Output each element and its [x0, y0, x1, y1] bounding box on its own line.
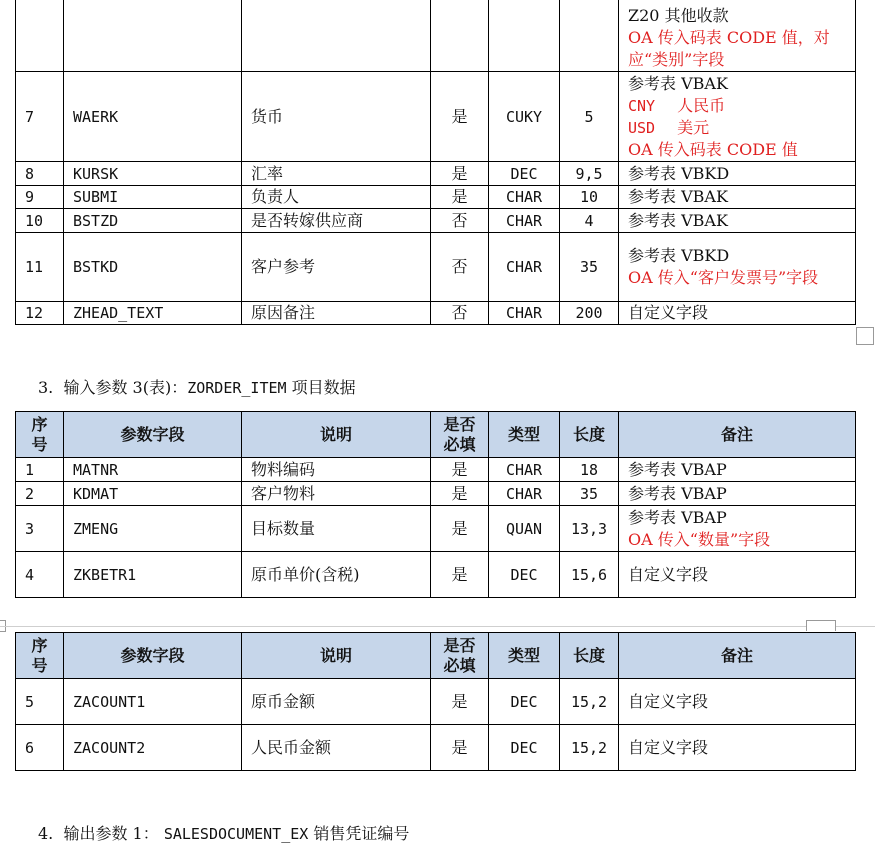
col-header-desc: 说明 [242, 633, 431, 679]
cell-desc: 原币单价(含税) [242, 552, 431, 598]
cell-no: 2 [16, 482, 64, 506]
cell-required: 是 [431, 458, 489, 482]
table-row [16, 482, 856, 506]
table-row [16, 72, 856, 162]
remark-text: 人民币 [677, 95, 726, 115]
remark-text: OA 传入码表 CODE 值 [628, 139, 798, 159]
cell-field: SUBMI [64, 186, 242, 209]
cell-desc: 人民币金额 [242, 725, 431, 771]
cell-remark [619, 482, 856, 506]
cell-field: BSTZD [64, 209, 242, 233]
table-row [16, 302, 856, 325]
cell-remark [619, 302, 856, 325]
cell-no: 6 [16, 725, 64, 771]
table-row [16, 458, 856, 482]
table-row [16, 679, 856, 725]
heading-prefix: 输入参数 3(表)： [63, 378, 188, 397]
cell-length: 15,2 [560, 679, 619, 725]
col-header-required: 是否必填 [431, 412, 489, 458]
col-header-remark: 备注 [619, 412, 856, 458]
cell-no: 4 [16, 552, 64, 598]
cell-empty [560, 0, 619, 72]
cell-remark [619, 209, 856, 233]
cell-no: 9 [16, 186, 64, 209]
remark-text: 参考表 VBAK [628, 187, 728, 206]
cell-no: 3 [16, 506, 64, 552]
table-row [16, 725, 856, 771]
cell-empty [431, 0, 489, 72]
cell-type: CHAR [489, 233, 560, 302]
cell-remark [619, 506, 856, 552]
heading-prefix: 输出参数 1： [63, 824, 159, 843]
table-row [16, 552, 856, 598]
item-params-table [15, 411, 856, 598]
remark-line [628, 163, 846, 185]
heading-number: 3. [38, 378, 54, 397]
cell-required: 否 [431, 233, 489, 302]
col-header-field: 参数字段 [64, 633, 242, 679]
cell-type: CHAR [489, 209, 560, 233]
col-header-no: 序号 [16, 412, 64, 458]
remark-line [628, 459, 846, 481]
cell-length: 18 [560, 458, 619, 482]
cell-required: 否 [431, 209, 489, 233]
cell-no: 5 [16, 679, 64, 725]
remark-line [628, 73, 846, 95]
cell-desc: 物料编码 [242, 458, 431, 482]
remark-line [628, 691, 846, 713]
remark-text: 参考表 VBAP [628, 507, 727, 527]
cell-empty [64, 0, 242, 72]
page-break [0, 626, 875, 627]
remark-code: CNY [628, 96, 656, 115]
cell-length: 4 [560, 209, 619, 233]
cell-required: 否 [431, 302, 489, 325]
table-row [16, 0, 856, 72]
cell-desc: 原币金额 [242, 679, 431, 725]
cell-no: 11 [16, 233, 64, 302]
cell-length: 15,6 [560, 552, 619, 598]
cell-field: ZHEAD_TEXT [64, 302, 242, 325]
remark-line [628, 529, 846, 551]
table-row [16, 506, 856, 552]
cell-field: ZACOUNT1 [64, 679, 242, 725]
remark-line [628, 95, 846, 117]
heading-number: 4. [38, 824, 54, 843]
remark-text: 参考表 VBAK [628, 210, 728, 230]
cell-length: 15,2 [560, 725, 619, 771]
remark-text: 参考表 VBKD [628, 246, 730, 265]
section-heading-4 [38, 821, 409, 844]
heading-suffix: 销售凭证编号 [308, 824, 410, 843]
cell-remark [619, 458, 856, 482]
remark-text: 参考表 VBAP [628, 459, 727, 479]
cell-remark [619, 725, 856, 771]
table-row [16, 186, 856, 209]
col-header-desc: 说明 [242, 412, 431, 458]
cell-remark [619, 72, 856, 162]
cell-field: ZKBETR1 [64, 552, 242, 598]
cell-length: 35 [560, 482, 619, 506]
remark-text: OA 传入“客户发票号”字段 [628, 268, 819, 287]
remark-line [628, 737, 846, 759]
cell-remark [619, 679, 856, 725]
cell-length: 35 [560, 233, 619, 302]
cell-type: CHAR [489, 186, 560, 209]
remark-text: 参考表 VBAP [628, 483, 727, 503]
remark-text: 自定义字段 [628, 737, 709, 757]
cell-empty [242, 0, 431, 72]
cell-remark [619, 552, 856, 598]
remark-line [628, 117, 846, 139]
remark-line [628, 210, 846, 232]
cell-required: 是 [431, 186, 489, 209]
cell-type: DEC [489, 725, 560, 771]
cell-desc: 汇率 [242, 162, 431, 186]
cell-field: ZACOUNT2 [64, 725, 242, 771]
table-row [16, 209, 856, 233]
heading-structure-name: SALESDOCUMENT_EX [163, 825, 309, 843]
cell-type: CUKY [489, 72, 560, 162]
cell-length: 200 [560, 302, 619, 325]
cell-length: 10 [560, 186, 619, 209]
col-header-remark: 备注 [619, 633, 856, 679]
col-header-type: 类型 [489, 412, 560, 458]
table-header-row [16, 633, 856, 679]
cell-type: DEC [489, 162, 560, 186]
cell-required: 是 [431, 72, 489, 162]
header-params-table [15, 0, 856, 325]
cell-length: 13,3 [560, 506, 619, 552]
table-header-row [16, 412, 856, 458]
table-row [16, 233, 856, 302]
table-row [16, 162, 856, 186]
cell-empty [16, 0, 64, 72]
cell-field: KDMAT [64, 482, 242, 506]
cell-no: 7 [16, 72, 64, 162]
cell-length: 5 [560, 72, 619, 162]
remark-line [628, 245, 846, 267]
remark-line [628, 507, 846, 529]
remark-code: USD [628, 118, 656, 137]
remark-line [628, 483, 846, 505]
remark-line [628, 139, 846, 161]
page-corner-marker-right [806, 620, 836, 631]
col-header-field: 参数字段 [64, 412, 242, 458]
cell-desc: 客户参考 [242, 233, 431, 302]
remark-text: 参考表 VBKD [628, 163, 730, 183]
cell-type: QUAN [489, 506, 560, 552]
remark-line [628, 267, 846, 289]
cell-type: CHAR [489, 458, 560, 482]
remark-line [628, 564, 846, 586]
cell-desc: 是否转嫁供应商 [242, 209, 431, 233]
col-header-no: 序号 [16, 633, 64, 679]
cell-type: DEC [489, 679, 560, 725]
cell-no: 1 [16, 458, 64, 482]
cell-required: 是 [431, 552, 489, 598]
heading-suffix: 项目数据 [286, 378, 356, 397]
cell-field: WAERK [64, 72, 242, 162]
remark-text: 自定义字段 [628, 303, 709, 322]
cell-desc: 原因备注 [242, 302, 431, 325]
cell-type: CHAR [489, 302, 560, 325]
text-boundary-marker [856, 327, 874, 345]
cell-remark [619, 0, 856, 72]
item-params-table-continued [15, 632, 856, 771]
col-header-length: 长度 [560, 412, 619, 458]
cell-no: 10 [16, 209, 64, 233]
cell-no: 12 [16, 302, 64, 325]
remark-text: 参考表 VBAK [628, 73, 728, 93]
cell-desc: 负责人 [242, 186, 431, 209]
cell-desc: 货币 [242, 72, 431, 162]
cell-field: KURSK [64, 162, 242, 186]
section-heading-3 [38, 375, 356, 398]
heading-structure-name: ZORDER_ITEM [187, 379, 287, 397]
cell-type: DEC [489, 552, 560, 598]
cell-remark [619, 186, 856, 209]
cell-remark [619, 233, 856, 302]
cell-desc: 目标数量 [242, 506, 431, 552]
remark-text: OA 传入“数量”字段 [628, 529, 771, 549]
cell-empty [489, 0, 560, 72]
cell-required: 是 [431, 482, 489, 506]
col-header-type: 类型 [489, 633, 560, 679]
cell-no: 8 [16, 162, 64, 186]
col-header-required: 是否必填 [431, 633, 489, 679]
remark-line: OA 传入码表 CODE 值，对应“类别”字段 [628, 28, 830, 69]
remark-line: Z20 其他收款 [628, 6, 729, 25]
remark-line [628, 302, 846, 324]
cell-field: BSTKD [64, 233, 242, 302]
remark-text: 自定义字段 [628, 564, 709, 584]
remark-text: 自定义字段 [628, 691, 709, 711]
cell-field: MATNR [64, 458, 242, 482]
cell-required: 是 [431, 725, 489, 771]
cell-required: 是 [431, 679, 489, 725]
remark-line [628, 186, 846, 208]
cell-type: CHAR [489, 482, 560, 506]
col-header-length: 长度 [560, 633, 619, 679]
cell-desc: 客户物料 [242, 482, 431, 506]
cell-required: 是 [431, 162, 489, 186]
cell-required: 是 [431, 506, 489, 552]
cell-length: 9,5 [560, 162, 619, 186]
remark-text: 美元 [677, 117, 710, 137]
cell-remark [619, 162, 856, 186]
cell-field: ZMENG [64, 506, 242, 552]
